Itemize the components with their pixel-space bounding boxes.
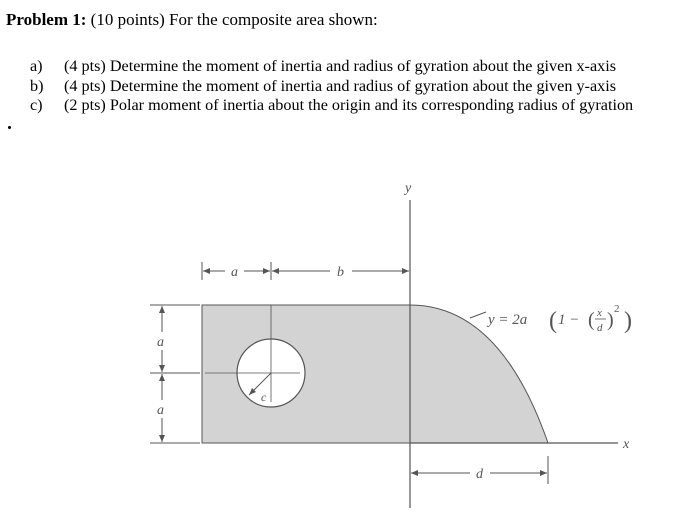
curve-eq-frac-num: x xyxy=(597,307,602,319)
curve-eq-lhs: y = 2a xyxy=(488,312,528,328)
dim-top-arrow-b-left xyxy=(272,268,279,274)
part-a-label: a) xyxy=(30,57,43,75)
part-a-text: (4 pts) Determine the moment of inertia and radius of gyration about the given x-axis xyxy=(64,57,617,75)
dim-a-left-upper-label: a xyxy=(157,335,164,350)
curve-equation xyxy=(486,303,632,334)
dim-d-bottom-label: d xyxy=(476,467,483,482)
curve-eq-frac-close: ) xyxy=(607,309,614,331)
y-axis-label: y xyxy=(405,181,412,196)
hole-radius-label: c xyxy=(261,390,267,404)
curve-eq-frac-den: d xyxy=(597,322,603,334)
dim-top-arrow-a-left xyxy=(203,268,210,274)
dim-top-arrow-b-right xyxy=(402,268,409,274)
dim-left-arrow-3 xyxy=(159,374,165,381)
dim-left-arrow-4 xyxy=(159,435,165,442)
curve-leader xyxy=(470,312,486,318)
dim-left-arrow-2 xyxy=(159,365,165,372)
curve-eq-open-paren: ( xyxy=(549,308,557,334)
part-b-text: (4 pts) Determine the moment of inertia and radius of gyration about the given y-axis xyxy=(64,76,617,95)
x-axis-label: x xyxy=(623,437,630,452)
part-c-label: c) xyxy=(30,96,43,114)
curve-eq-exponent: 2 xyxy=(614,303,620,315)
dim-a-left-lower-label: a xyxy=(157,403,164,418)
problem-text: (10 points) For the composite area shown: xyxy=(86,10,378,29)
dim-left-arrow-1 xyxy=(159,306,165,313)
curve-eq-one-minus: 1 − xyxy=(558,312,580,328)
dim-bottom-arrow-right xyxy=(540,470,547,476)
curve-eq-close-paren: ) xyxy=(624,308,632,334)
part-b-label: b) xyxy=(30,76,44,95)
problem-label: Problem 1: xyxy=(6,10,87,29)
curve-eq-frac-open: ( xyxy=(588,309,595,331)
dim-bottom-arrow-left xyxy=(411,470,418,476)
dim-a-top-label: a xyxy=(231,265,238,280)
dim-top-arrow-a-right xyxy=(263,268,270,274)
dim-b-top-label: b xyxy=(337,265,344,280)
part-c-text: (2 pts) Polar moment of inertia about the origin and its corresponding radius of gyration xyxy=(64,96,634,114)
